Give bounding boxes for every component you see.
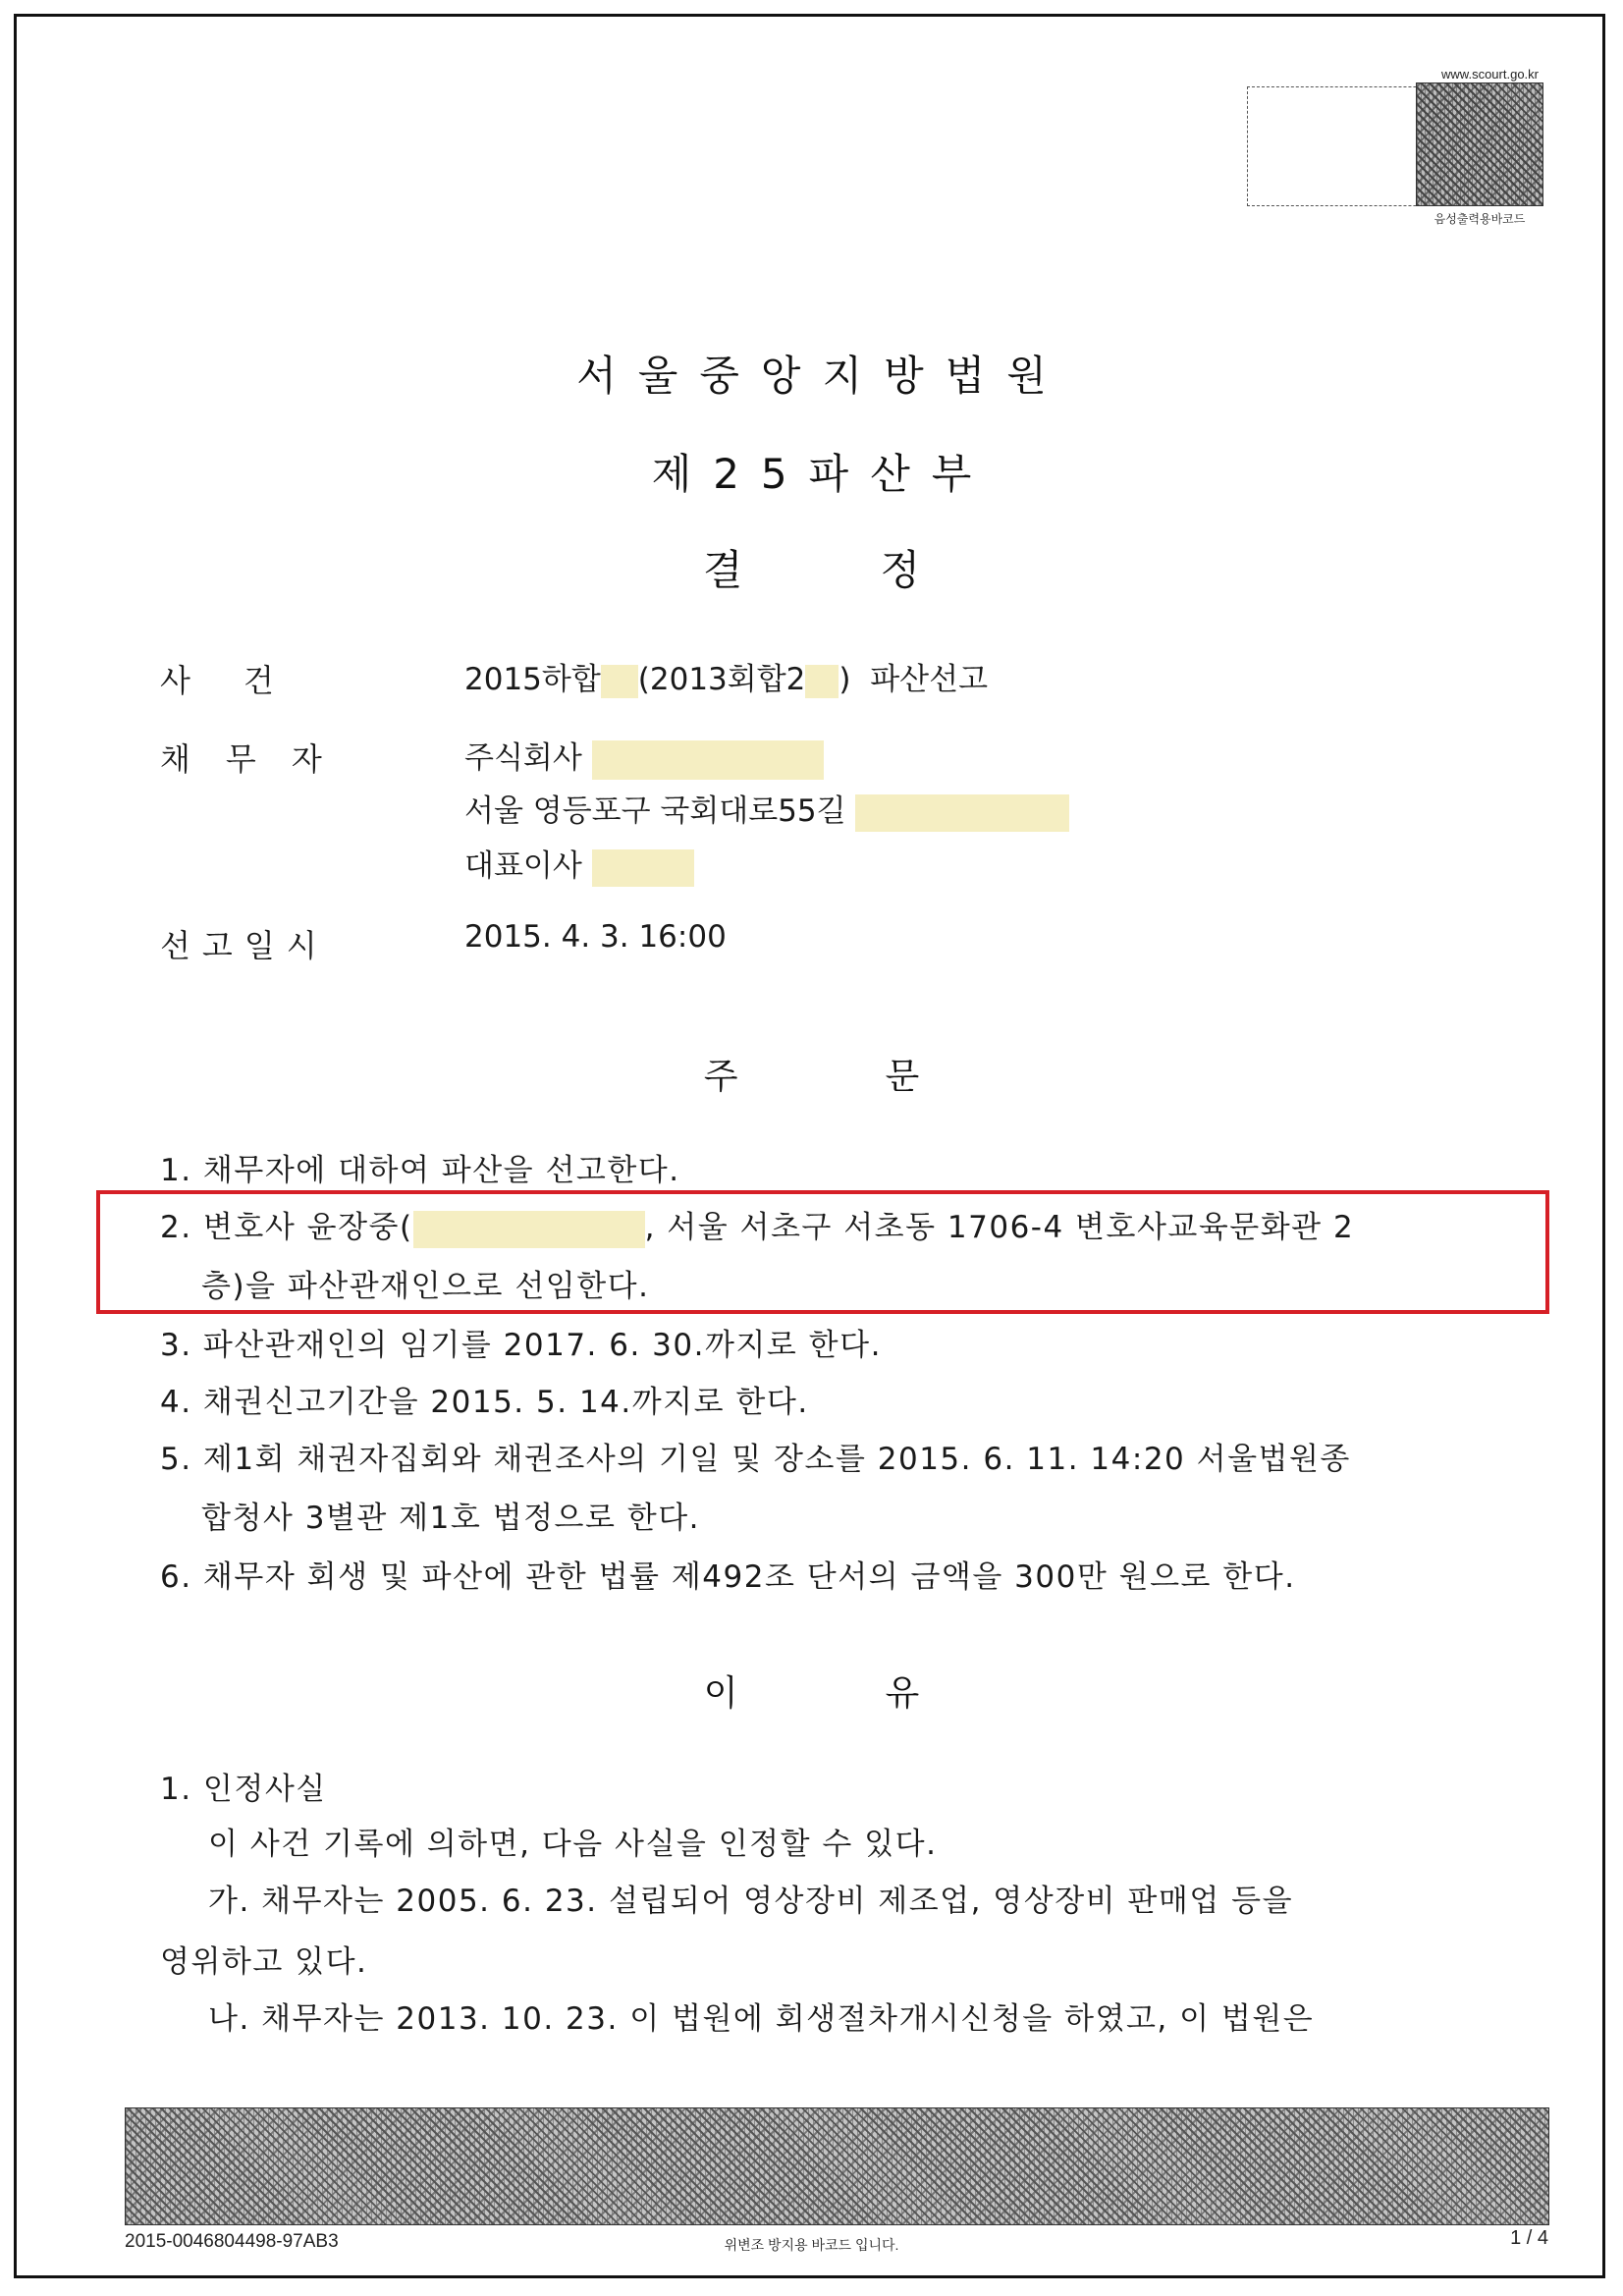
- anti-forgery-note: 위변조 방지용 바코드 입니다.: [724, 2237, 899, 2253]
- case-number: [464, 654, 988, 698]
- reason-sub-1: 1. 인정사실: [160, 1772, 327, 1807]
- debtor-rep-prefix: 대표이사: [464, 848, 582, 884]
- order-item-5-line-1: 5. 제1회 채권자집회와 채권조사의 기일 및 장소를 2015. 6. 11. 14:20 서울법원종: [160, 1442, 1351, 1477]
- document-id: 2015-0046804498-97AB3: [125, 2231, 339, 2252]
- order-item-2-part-1: 2. 변호사 윤장중(: [160, 1210, 413, 1245]
- debtor-address: [464, 786, 1069, 832]
- reason-heading: [0, 1666, 1623, 1716]
- reason-heading-char-1: 이: [703, 1673, 738, 1714]
- order-item-2-line-2: 층)을 파산관재인으로 선임한다.: [201, 1269, 650, 1304]
- debtor-representative: [464, 841, 694, 887]
- redaction-mark: [413, 1211, 645, 1248]
- redaction-mark: [601, 665, 638, 698]
- reason-paragraph-2-line-2: 영위하고 있다.: [160, 1944, 368, 1980]
- order-item-4: 4. 채권신고기간을 2015. 5. 14.까지로 한다.: [160, 1385, 809, 1420]
- debtor-company: [464, 733, 824, 780]
- order-item-5-line-2: 합청사 3별관 제1호 법정으로 한다.: [201, 1501, 701, 1536]
- debtor-label: 채무자: [160, 740, 357, 778]
- audio-barcode-icon: [1416, 82, 1543, 206]
- case-number-part-1: 2015하합: [464, 662, 601, 697]
- reason-paragraph-2-line-1: 가. 채무자는 2005. 6. 23. 설립되어 영상장비 제조업, 영상장비 판매업 등을: [208, 1884, 1294, 1919]
- redaction-mark: [592, 740, 824, 780]
- anti-forgery-barcode-icon: [125, 2107, 1549, 2225]
- reason-paragraph-1: 이 사건 기록에 의하면, 다음 사실을 인정할 수 있다.: [208, 1827, 938, 1862]
- order-item-2-line-1: [160, 1202, 1354, 1248]
- order-item-6: 6. 채무자 회생 및 파산에 관한 법률 제492조 단서의 금액을 300만 원으로 한다.: [160, 1559, 1296, 1595]
- order-item-2-part-2: , 서울 서초구 서초동 1706-4 변호사교육문화관 2: [644, 1210, 1355, 1245]
- case-number-part-2: (2013회합2: [637, 662, 806, 697]
- declaration-date: 2015. 4. 3. 16:00: [464, 919, 727, 955]
- case-number-part-3: ): [839, 662, 851, 697]
- audio-barcode-label: 음성출력용바코드: [1434, 212, 1526, 226]
- document-type-char-2: 정: [880, 546, 921, 594]
- case-name: 파산선고: [870, 662, 989, 697]
- order-heading: [0, 1049, 1623, 1099]
- order-item-3: 3. 파산관재인의 임기를 2017. 6. 30.까지로 한다.: [160, 1328, 882, 1363]
- case-label: 사건: [160, 662, 327, 699]
- reason-heading-char-2: 유: [885, 1673, 920, 1714]
- order-heading-char-1: 주: [703, 1057, 738, 1097]
- document-type-char-1: 결: [702, 546, 743, 594]
- page-number: 1 / 4: [1510, 2227, 1548, 2249]
- redaction-mark: [592, 849, 694, 887]
- order-heading-char-2: 문: [885, 1057, 920, 1097]
- reason-paragraph-3: 나. 채무자는 2013. 10. 23. 이 법원에 회생절차개시신청을 하였고, 이 법원은: [208, 2001, 1315, 2037]
- debtor-company-prefix: 주식회사: [464, 740, 582, 776]
- document-type: [0, 538, 1623, 597]
- redaction-mark: [855, 794, 1069, 832]
- redaction-mark: [805, 665, 839, 698]
- court-title: 서울중앙지방법원: [576, 352, 1068, 400]
- order-item-1: 1. 채무자에 대하여 파산을 선고한다.: [160, 1153, 680, 1188]
- declaration-date-label: 선고일시: [160, 927, 329, 964]
- division-title: 제25파산부: [651, 450, 994, 498]
- court-url: www.scourt.go.kr: [1441, 67, 1539, 82]
- debtor-address-text: 서울 영등포구 국회대로55길: [464, 793, 846, 829]
